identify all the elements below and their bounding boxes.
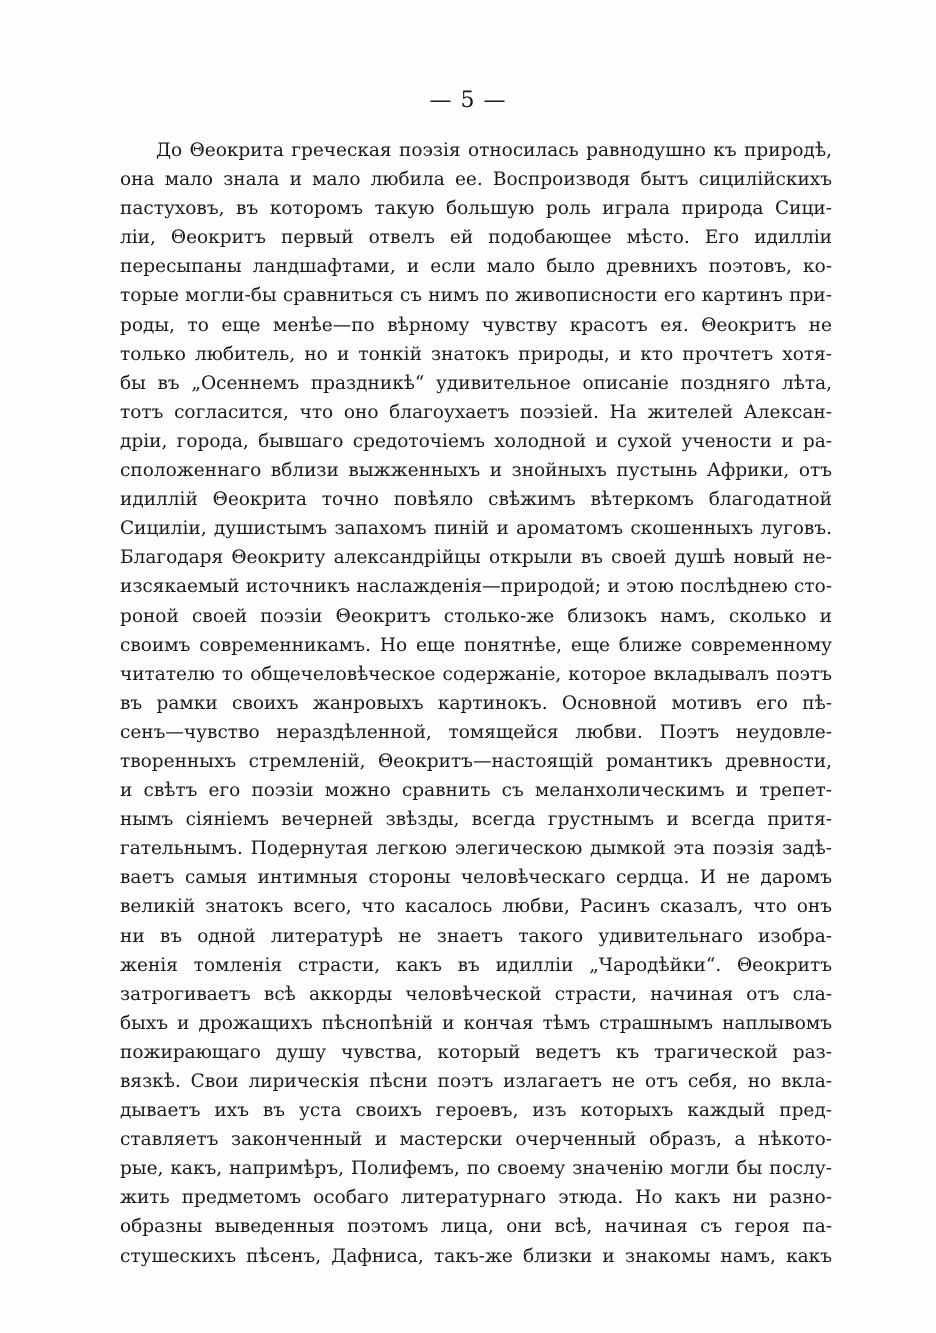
- text-line: великій знатокъ всего, что касалось любви, Расинъ сказалъ, что онъ: [120, 896, 832, 918]
- text-line: въ рамки своихъ жанровыхъ картинокъ. Основной мотивъ его пѣ-: [120, 692, 832, 714]
- text-line: вязкѣ. Свои лирическія пѣсни поэтъ излагаетъ не отъ себя, но вкла-: [120, 1071, 832, 1092]
- text-line: стушескихъ пѣсенъ, Дафниса, такъ-же близки и знакомы намъ, какъ: [120, 1245, 832, 1267]
- text-line: бы въ „Осеннемъ праздникѣ“ удивительное описаніе поздняго лѣта,: [120, 372, 832, 394]
- text-line: затрогиваетъ всѣ аккорды человѣческой страсти, начиная отъ сла-: [120, 983, 832, 1005]
- body-text: [120, 136, 832, 1271]
- text-line: жить предметомъ особаго литературнаго этюда. Но какъ ни разно-: [120, 1187, 832, 1209]
- text-line: ставляетъ законченный и мастерски очерченный образъ, а нѣкото-: [120, 1129, 832, 1151]
- text-line: и свѣтъ его поэзіи можно сравнить съ меланхолическимъ и трепет-: [120, 780, 832, 802]
- text-line: она мало знала и мало любила ее. Воспроизводя бытъ сицилійскихъ: [120, 169, 832, 191]
- text-line: До Θеокрита греческая поэзія относилась равнодушно къ природѣ,: [156, 140, 832, 161]
- text-line: нымъ сіяніемъ вечерней звѣзды, всегда грустнымъ и всегда притя-: [120, 809, 832, 831]
- text-line: Благодаря Θеокриту александрійцы открыли въ своей душѣ новый не-: [120, 547, 832, 569]
- text-line: читателю то общечеловѣческое содержаніе, которое вкладывалъ поэтъ: [120, 663, 832, 685]
- text-line: только любитель, но и тонкій знатокъ природы, и кто прочтетъ хотя-: [120, 343, 832, 365]
- text-line: сположеннаго вблизи выжженныхъ и знойныхъ пустынь Африки, отъ: [120, 460, 832, 482]
- text-line: ліи, Θеокритъ первый отвелъ ей подобающее мѣсто. Его идилліи: [120, 227, 832, 249]
- text-line: образны выведенныя поэтомъ лица, они всѣ, начиная съ героя па-: [120, 1216, 832, 1238]
- page-number: — 5 —: [429, 88, 507, 113]
- text-line: изсякаемый источникъ наслажденія—природой; и этою послѣднею сто-: [120, 576, 832, 598]
- text-line: женія томленія страсти, какъ въ идилліи „Чародѣйки“. Θеокритъ: [120, 954, 832, 976]
- text-line: дываетъ ихъ въ уста своихъ героевъ, изъ которыхъ каждый пред-: [120, 1100, 832, 1122]
- text-line: пересыпаны ландшафтами, и если мало было древнихъ поэтовъ, ко-: [120, 256, 832, 278]
- text-line: идиллій Θеокрита точно повѣяло свѣжимъ вѣтеркомъ благодатной: [120, 489, 832, 511]
- text-line: пастуховъ, въ которомъ такую большую роль играла природа Сици-: [120, 198, 832, 220]
- text-line: роной своей поэзіи Θеокритъ столько-же близокъ намъ, сколько и: [120, 605, 832, 627]
- text-line: сенъ—чувство нераздѣленной, томящейся любви. Поэтъ неудовле-: [120, 721, 832, 743]
- text-line: пожирающаго душу чувства, который ведетъ къ трагической раз-: [120, 1041, 832, 1063]
- text-line: Сициліи, душистымъ запахомъ пиній и ароматомъ скошенныхъ луговъ.: [120, 518, 832, 540]
- text-line: роды, то еще менѣе—по вѣрному чувству красотъ ея. Θеокритъ не: [120, 314, 832, 336]
- text-line: быхъ и дрожащихъ пѣснопѣній и кончая тѣмъ страшнымъ наплывомъ: [120, 1012, 832, 1034]
- text-line: ни въ одной литературѣ не знаетъ такого удивительнаго изобра-: [120, 925, 832, 947]
- text-line: рые, какъ, напримѣръ, Полифемъ, по своему значенію могли бы послу-: [120, 1158, 832, 1180]
- text-line: торые могли-бы сравниться съ нимъ по живописности его картинъ при-: [120, 285, 832, 307]
- text-line: дріи, города, бывшаго средоточіемъ холодной и сухой учености и ра-: [120, 430, 832, 452]
- text-line: ваетъ самыя интимныя стороны человѣческаго сердца. И не даромъ: [120, 867, 832, 889]
- text-line: гательнымъ. Подернутая легкою элегическою дымкой эта поэзія задѣ-: [120, 838, 832, 860]
- text-line: тотъ согласится, что оно благоухаетъ поэзіей. На жителей Алексан-: [120, 401, 832, 423]
- text-line: своимъ современникамъ. Но еще понятнѣе, еще ближе современному: [120, 634, 832, 656]
- text-line: творенныхъ стремленій, Θеокритъ—настоящій романтикъ древности,: [120, 750, 832, 772]
